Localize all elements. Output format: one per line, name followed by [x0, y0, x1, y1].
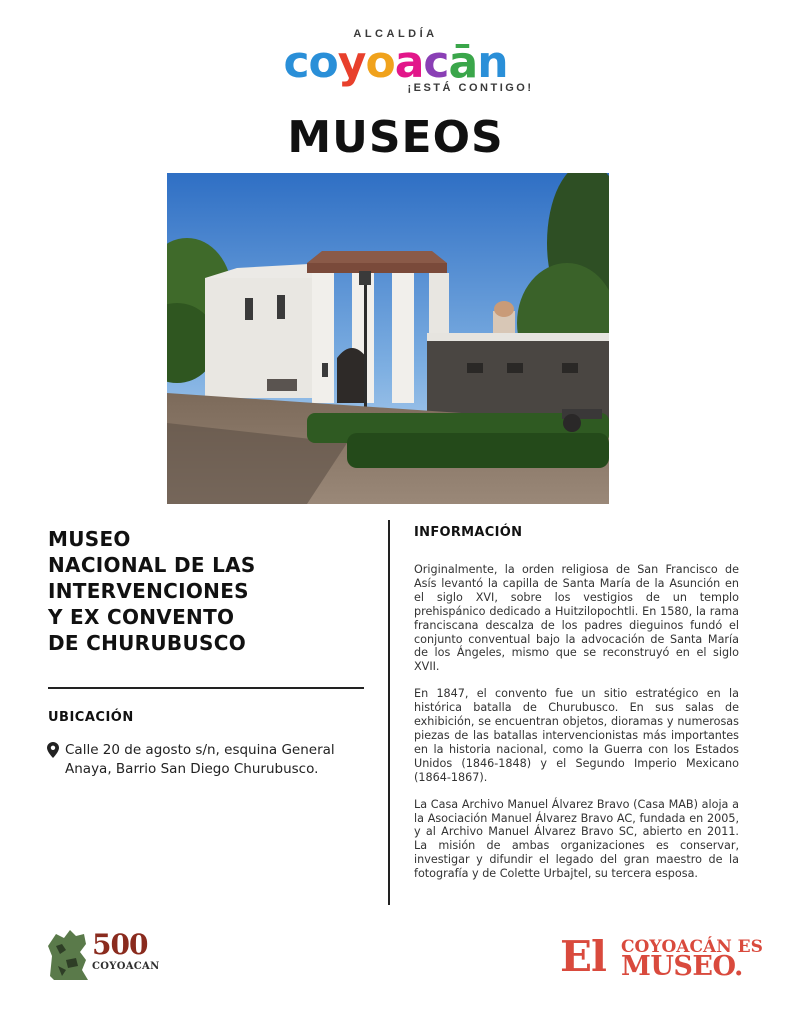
museum-name-line: Y EX CONVENTO — [48, 605, 235, 629]
logo500-text: COYOACAN — [92, 961, 160, 972]
esmuseo-el: El — [560, 932, 606, 981]
info-body — [414, 563, 739, 894]
logo-letter: c — [423, 37, 449, 88]
esmuseo-top: COYOACÁN ES — [621, 937, 763, 957]
location-heading: UBICACIÓN — [48, 710, 134, 725]
logo500-number: 500 — [92, 928, 148, 961]
museum-name-line: DE CHURUBUSCO — [48, 631, 246, 655]
logo-letter: o — [308, 37, 338, 88]
logo-letter: a — [394, 37, 424, 88]
logo-letter: ā — [448, 37, 478, 88]
info-paragraph: En 1847, el convento fue un sitio estratégico en la histórica batalla de Churubusco. En sus salas de exhibición, se encuentran objetos, dioramas y numerosas piezas de las batallas intervencionistas más importantes en la historia nacional, como la Guerra con los Estados Unidos (1846-1848) y el Segundo Imperio Mexicano (1864-1867). — [414, 687, 739, 784]
info-paragraph: Originalmente, la orden religiosa de San Francisco de Asís levantó la capilla de Santa María de la Asunción en el siglo XVI, sobre los vestigios de un templo prehispánico dedicado a Huitzilopochtli. En 1580, la rama franciscana descalza de los padres dieguinos fundó el conjunto conventual bajo la advocación de Santa María de los Ángeles, mismo que se reconstruyó en el siglo XVII. — [414, 563, 739, 674]
museum-name — [48, 526, 358, 656]
museum-name-line: INTERVENCIONES — [48, 579, 249, 603]
esmuseo-bottom: MUSEO. — [621, 951, 743, 982]
logo-letter: o — [365, 37, 395, 88]
logo-letter: n — [477, 37, 508, 88]
divider-horizontal — [48, 687, 364, 689]
museum-name-line: NACIONAL DE LAS — [48, 553, 256, 577]
alcaldia-logo — [0, 28, 791, 94]
info-paragraph: La Casa Archivo Manuel Álvarez Bravo (Casa MAB) aloja a la Asociación Manuel Álvarez Bravo AC, fundada en 2005, y al Archivo Manuel Álvarez Bravo SC, abierto en 2011. La misión de ambas organizaciones es conservar, investigar y difundir el legado del gran maestro de la fotografía y de Colette Urbajtel, su tercera esposa. — [414, 797, 739, 881]
divider-vertical — [388, 520, 390, 905]
info-heading: INFORMACIÓN — [414, 525, 523, 540]
location-pin-icon — [47, 742, 59, 758]
logo-letter: y — [337, 37, 366, 88]
logo-top-text: ALCALDÍA — [353, 28, 438, 40]
page-title: MUSEOS — [287, 112, 504, 163]
museum-photo — [167, 173, 609, 504]
address-text: Calle 20 de agosto s/n, esquina General Anaya, Barrio San Diego Churubusco. — [65, 742, 335, 777]
museum-name-line: MUSEO — [48, 527, 131, 551]
logo-tagline: ¡ESTÁ CONTIGO! — [407, 82, 534, 94]
logo-letter: c — [283, 37, 309, 88]
